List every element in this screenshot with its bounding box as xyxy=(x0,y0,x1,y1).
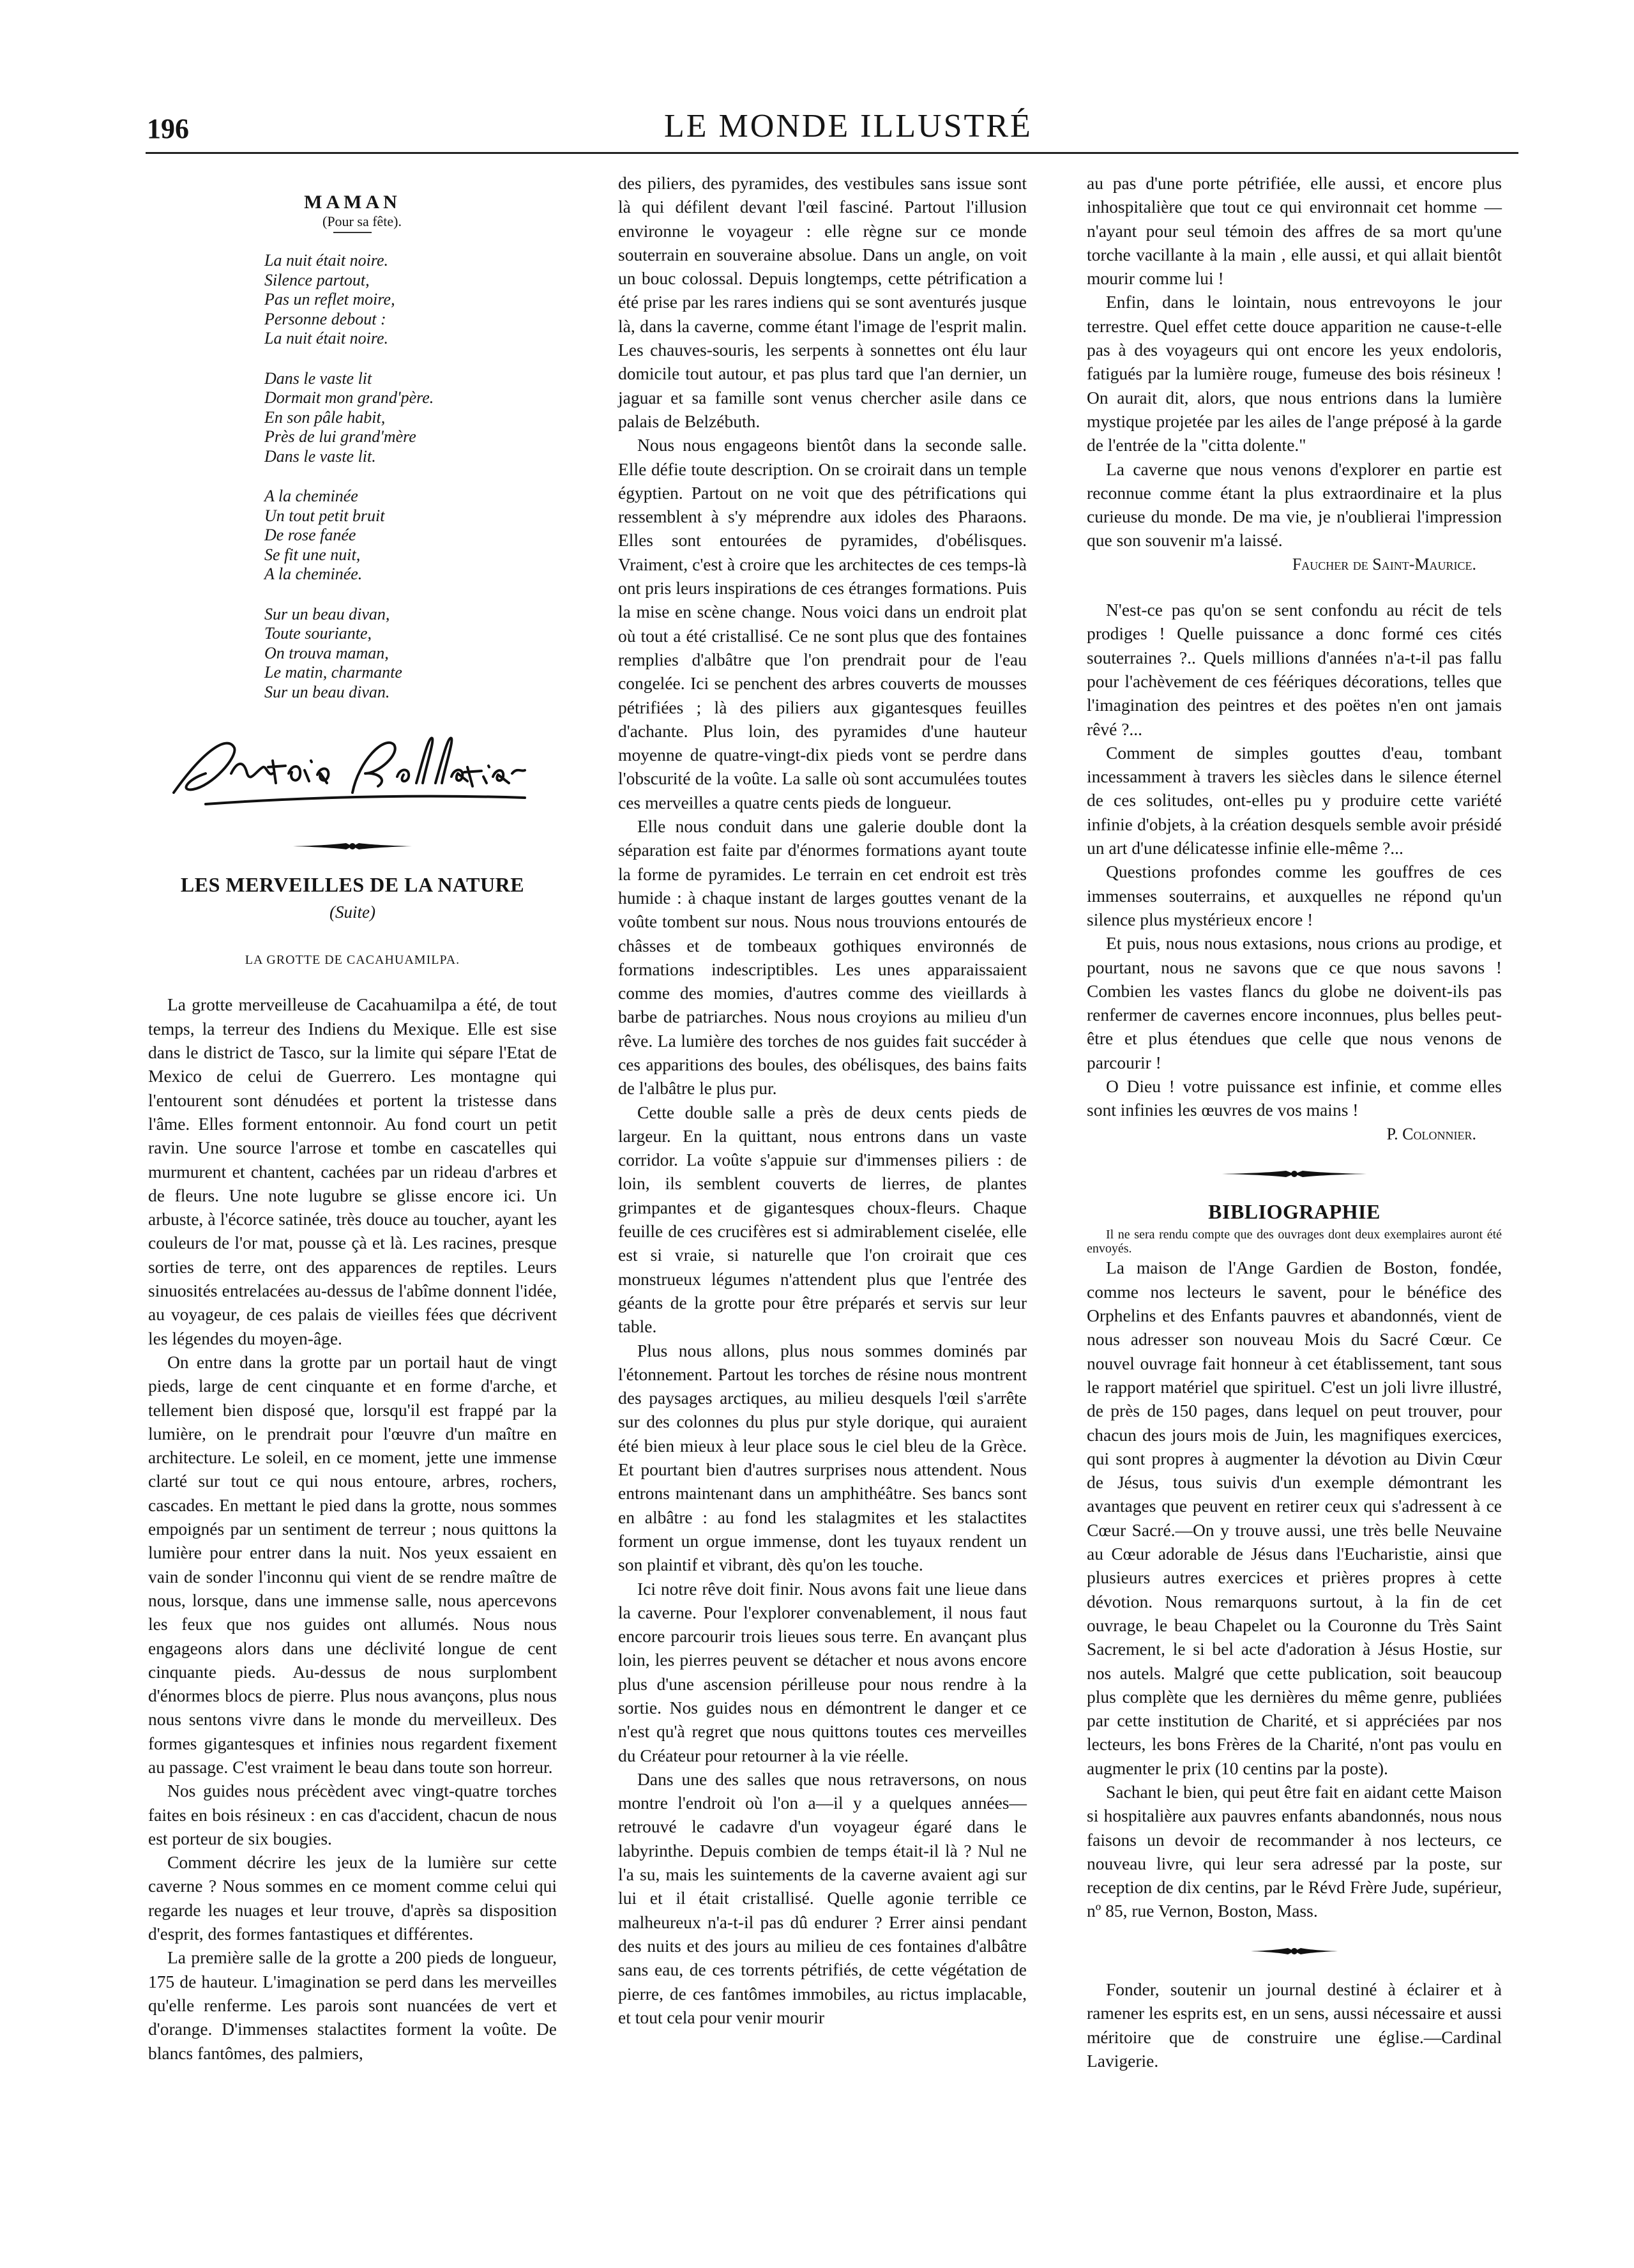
poem-line: Près de lui grand'mère xyxy=(264,427,416,446)
article-subtitle: (Suite) xyxy=(329,902,375,922)
article-paragraph: Ici notre rêve doit finir. Nous avons fait une lieue dans la caverne. Pour l'explorer convenablement, il nous faut encore parcourir trois lieues sous terre. En avançant plus loin, les pierres peuvent se détacher et nous avons encore plus d'une ascension périlleuse pour nous rendre à la sortie. Nos guides nous en démontrent le danger et ce n'est qu'à regret que nous quittons toutes ces merveilles du Créateur pour retourner à la vie réelle. xyxy=(618,1578,1027,1765)
section-ornament xyxy=(1087,1161,1502,1185)
article-paragraph: La première salle de la grotte a 200 pieds de longueur, 175 de hauteur. L'imagination se perd dans les merveilles qu'elle renferme. Les parois sont nuancées de vert et d'orange. D'immenses stalactites forment la voûte. De blancs fantômes, des palmiers, xyxy=(148,1947,557,2063)
poem-line: Le matin, charmante xyxy=(264,663,402,682)
poem-line: Un tout petit bruit xyxy=(264,506,385,525)
poem-line: A la cheminée. xyxy=(264,565,363,584)
reflection-author: P. Colonnier. xyxy=(1386,1124,1476,1143)
section-ornament xyxy=(148,833,557,857)
bibliography-paragraph: Sachant le bien, qui peut être fait en aidant cette Maison si hospitalière aux pauvres enfants abandonnés, nous nous faisons un devoir de recommander à nos lecteurs, ce nouveau livre, qui leur sera adressé par la poste, sur reception de dix centins, par le Révd Frère Jude, supérieur, nº 85, rue Vernon, Boston, Mass. xyxy=(1087,1782,1502,1921)
article-title: LES MERVEILLES DE LA NATURE xyxy=(180,872,525,896)
column-3 xyxy=(1087,171,1502,2073)
article-paragraph: La grotte merveilleuse de Cacahuamilpa a été, de tout temps, la terreur des Indiens du Mexique. Elle est sise dans le district de Tasco, sur la limite qui sépare l'Etat de Mexico de celui de Guerrero. Les montagne qui l'entourent sont dénudées et portent la tristesse dans l'âme. Elles forment entonnoir. Au fond court un petit ravin. Une source l'arrose et tombe en cascatelles qui murmurent et chantent, cachées par un rideau d'arbres et de fleurs. Une note lugubre se glisse encore ici. Un arbuste, à l'écorce satinée, très douce au toucher, ayant les couleurs de l'or mat, pousse çà et là. Les racines, presque sorties de terre, ont des apparences de reptiles. Leurs sinuosités entrelacées au-dessus de l'abîme donnent l'idée, au voyageur, de ces palais de vieilles fées que décrivent les légendes du moyen-âge. xyxy=(148,994,557,1348)
poem-line: Dans le vaste lit xyxy=(264,369,372,388)
article-paragraph: des piliers, des pyramides, des vestibules sans issue sont là qui défilent devant l'œil fasciné. Partout l'illusion environne le voyageur : elle règne sur ce monde souterrain en souveraine absolue. Dans un angle, on voit un bouc colossal. Depuis longtemps, cette pétrification a été prise par les rares indiens qui se sont aventurés jusque là, dans la caverne, comme étant l'image de l'esprit malin. Les chauves-souris, les serpents à sonnettes ont élu laur domicile tout autour, et pas plus tard que l'an dernier, un jaguar et sa famille sont venus chercher asile dans ce palais de Belzébuth. xyxy=(618,173,1027,431)
poem-line: Se fit une nuit, xyxy=(264,545,361,564)
ornament-icon xyxy=(1250,1946,1339,1956)
reflection-paragraph: Comment de simples gouttes d'eau, tombant incessamment à travers les siècles dans le silence éternel de ces solitudes, ont-elles pu y produire cette variété infinie d'objets, à la création desquels semble avoir présidé un art d'une délicatesse infinie elle-même ?... xyxy=(1087,742,1502,858)
poem-line: De rose fanée xyxy=(264,526,356,545)
article-paragraph: On entre dans la grotte par un portail haut de vingt pieds, large de cent cinquante et en forme d'arche, et tellement bien disposé que, lorsqu'il est frappé par la lumière, on le prendrait pour l'œuvre d'un maître en architecture. Le soleil, en ce moment, jette une immense clarté sur tout ce qui nous entoure, arbres, rochers, cascades. En mettant le pied dans la grotte, nous sommes empoignés par un sentiment de terreur ; nous quittons la lumière pour entrer dans la nuit. Nos yeux essaient en vain de sonder l'inconnu qui vient de se rendre maître de nous, lorsque, dans une immense salle, nous apercevons les feux que nos guides ont allumés. Nous nous engageons alors dans une déclivité longue de cent cinquante pieds. Au-dessus de nous surplombent d'énormes blocs de pierre. Plus nous avançons, plus nous nous sentons vivre dans le monde du merveilleux. Des formes gigantesques et infinies nous regardent fixement au passage. C'est vraiment le beau dans toute son horreur. xyxy=(148,1351,557,1777)
poem-line: La nuit était noire. xyxy=(264,251,389,270)
article-section-heading: LA GROTTE DE CACAHUAMILPA. xyxy=(245,953,460,968)
reflection-paragraph: N'est-ce pas qu'on se sent confondu au récit de tels prodiges ! Quelle puissance a donc formé ces cités souterraines ?.. Quels millions d'années n'a-t-il pas fallu pour l'achèvement de ces féériques décorations, telles que l'imagination des peintres et des poëtes n'en ont jamais rêvé ?... xyxy=(1087,600,1502,739)
poem-title: MAMAN xyxy=(304,192,401,213)
reflection-paragraph: O Dieu ! votre puissance est infinie, et comme elles sont infinies les œuvres de vos mains ! xyxy=(1087,1076,1502,1120)
page-number: 196 xyxy=(147,113,189,144)
header-rule xyxy=(146,152,1518,154)
poem-stanza xyxy=(264,369,557,467)
article-paragraph: La caverne que nous venons d'explorer en partie est reconnue comme étant la plus extraordinaire et la plus curieuse du monde. De ma vie, je n'oublierai l'impression que son souvenir m'a laissé. xyxy=(1087,459,1502,551)
poem-line: En son pâle habit, xyxy=(264,407,386,427)
bibliography-title: BIBLIOGRAPHIE xyxy=(1208,1200,1381,1224)
running-title: LE MONDE ILLUSTRÉ xyxy=(664,108,1033,144)
poem-line: Sur un beau divan, xyxy=(264,604,390,623)
column-1 xyxy=(148,171,557,2065)
article-paragraph: Cette double salle a près de deux cents pieds de largeur. En la quittant, nous entrons dans un vaste corridor. La voûte s'appuie sur d'immenses piliers : de loin, ils semblent couverts de lierres, de plantes grimpantes et de gigantesques choux-fleurs. Chaque feuille de ces crucifères est si admirablement ciselée, elle est si vraie, si naturelle que l'on croirait que ces monstrueux légumes n'attendent plus que l'entrée des géants de la grotte pour être préparés et servis sur leur table. xyxy=(618,1102,1027,1337)
section-ornament xyxy=(1087,1938,1502,1962)
bibliography-note: Il ne sera rendu compte que des ouvrages dont deux exemplaires auront été envoyés. xyxy=(1087,1228,1502,1256)
ornament-icon xyxy=(1221,1169,1368,1179)
poem-dedication: (Pour sa fête). xyxy=(322,213,402,229)
ornament-icon xyxy=(292,841,413,851)
article-paragraph: Nos guides nous précèdent avec vingt-quatre torches faites en bois résineux : en cas d'accident, chacun de nous est porteur de six bougies. xyxy=(148,1781,557,1848)
poem-line: Silence partout, xyxy=(264,270,370,289)
poem-stanza xyxy=(264,251,557,349)
poem-line: Pas un reflet moire, xyxy=(264,290,395,309)
poem-line: Toute souriante, xyxy=(264,624,372,643)
poem-signature xyxy=(167,722,557,818)
article-paragraph: Nous nous engageons bientôt dans la seconde salle. Elle défie toute description. On se croirait dans un temple égyptien. Partout on ne voit que des pétrifications qui ressemblent à s'y méprendre aux idoles des Pharaons. Elles sont entourées de pyramides, d'obélisques. Vraiment, c'est à croire que les architectes de ces temps-là ont pris leurs inspirations de ces étranges formations. Puis la mise en scène change. Nous voici dans un endroit plat où tout a été cristallisé. Ce ne sont plus que des fontaines remplies d'albâtre que l'on prendrait pour de l'eau congelée. Ici se penchent des arbres couverts de mousses pétrifiées ; là des piliers aux gigantesques feuilles d'achante. Plus loin, des pyramides d'une hauteur moyenne de quatre-vingt-dix pieds vont se perdre dans l'obscurité de la voûte. La salle où sont accumulées toutes ces merveilles a quatre cents pieds de longueur. xyxy=(618,435,1027,812)
poem-stanza xyxy=(264,487,557,584)
column-2 xyxy=(618,171,1027,2029)
poem-line: Personne debout : xyxy=(264,309,386,328)
poem-line: Sur un beau divan. xyxy=(264,682,390,701)
article-paragraph: Dans une des salles que nous retraversons, on nous montre l'endroit où l'on a—il y a quelques années—retrouvé le cadavre d'un voyageur égaré dans le labyrinthe. Depuis combien de temps était-il là ? Nul ne l'a su, mais les suintements de la caverne avaient agi sur lui et il était cristallisé. Quelle agonie terrible ce malheureux n'a-t-il pas dû endurer ? Errer ainsi pendant des nuits et des jours au milieu de ces fontaines d'albâtre sans eau, de ces torrents pétrifiés, de cette végétation de pierre, de ces fantômes immobiles, au rictus implacable, et tout cela pour venir mourir xyxy=(618,1769,1027,2027)
reflection-paragraph: Et puis, nous nous extasions, nous crions au prodige, et pourtant, nous ne savons que ce que nous savons ! Combien les vastes flancs du globe ne doivent-ils pas renfermer de cavernes encore inconnues, plus belles peut-être et plus étendues que celle que nous venons de parcourir ! xyxy=(1087,933,1502,1072)
article-paragraph: Plus nous allons, plus nous sommes dominés par l'étonnement. Partout les torches de résine nous montrent des paysages arctiques, au milieu desquels l'œil s'arrête sur des colonnes du plus pur style dorique, qui auraient été bien mieux à leur place sous le ciel bleu de la Grèce. Et pourtant bien d'autres surprises nous attendent. Nous entrons maintenant dans un amphithéâtre. Ses bancs sont en albâtre : au fond les stalagmites et les stalactites forment un orgue immense, dont les tuyaux rendent un son plaintif et vibrant, dès qu'on les touche. xyxy=(618,1340,1027,1575)
poem-line: On trouva maman, xyxy=(264,643,389,662)
signature-image xyxy=(167,722,550,818)
article-paragraph: Enfin, dans le lointain, nous entrevoyons le jour terrestre. Quel effet cette douce apparition ne cause-t-elle pas à des voyageurs qui ont encore les yeux endoloris, fatigués par la lumière rouge, fumeuse des bois résineux ! On aurait dit, alors, que nous entrions dans la lumière mystique projetée par les ailes de l'ange préposé à la garde de l'entrée de la "citta dolente." xyxy=(1087,292,1502,455)
poem-line: La nuit était noire. xyxy=(264,329,389,348)
poem-stanza xyxy=(264,605,557,703)
poem-line: Dans le vaste lit. xyxy=(264,446,376,466)
poem-line: A la cheminée xyxy=(264,487,358,506)
reflection-paragraph: Questions profondes comme les gouffres de ces immenses souterrains, et auxquelles ne répond qu'un silence plus mystérieux encore ! xyxy=(1087,862,1502,929)
article-author: Faucher de Saint-Maurice. xyxy=(1292,554,1476,574)
bibliography-paragraph: La maison de l'Ange Gardien de Boston, fondée, comme nos lecteurs le savent, pour le bénéfice des Orphelins et des Enfants pauvres et abandonnés, vient de nous adresser son nouveau Mois du Sacré Cœur. Ce nouvel ouvrage fait honneur à cet établissement, tant sous le rapport matériel que spirituel. C'est un joli livre illustré, de près de 150 pages, dans lequel on peut trouver, pour chacun des jours mois de Juin, les magnifiques exercices, qui sont propres à augmenter la dévotion au Divin Cœur de Jésus, tous suivis d'un exemple démontrant les avantages que peuvent en retirer ceux qui s'adressent à ce Cœur Sacré.—On y trouve aussi, une très belle Neuvaine au Cœur adorable de Jésus dans l'Eucharistie, ainsi que plusieurs autres exercices et prières propres à cette dévotion. Nous remarquons surtout, à la fin de cet ouvrage, le beau Chapelet ou la Couronne du Très Saint Sacrement, le si bel acte d'adoration à Jésus Hostie, sur nos autels. Malgré que cette publication, soit beaucoup plus complète que les dernières du même genre, publiées par cette institution de Charité, et si appréciées par nos lecteurs, les bons Frères de la Charité, n'ont pas voulu en augmenter le prix (10 centins par la poste). xyxy=(1087,1258,1502,1778)
article-paragraph: Elle nous conduit dans une galerie double dont la séparation est faite par d'énormes formations ayant toute la forme de pyramides. Le terrain en cet endroit est très humide : à chaque instant de larges gouttes venant de la voûte tombent sur nous. Nous nous trouvions entourés de châsses et de tombeaux gothiques environnés de formations indescriptibles. Les unes apparaissaient comme des momies, d'autres comme des vieillards à barbe de patriarches. Nous nous croyions au milieu d'un rêve. La lumière des torches de nos guides fait succéder à ces apparitions des boules, des obélisques, des bains faits de l'albâtre le plus pur. xyxy=(618,816,1027,1099)
article-paragraph: Comment décrire les jeux de la lumière sur cette caverne ? Nous sommes en ce moment comme celui qui regarde les nuages et leur trouve, d'après sa disposition d'esprit, des formes fantastiques et différentes. xyxy=(148,1852,557,1944)
poem-line: Dormait mon grand'père. xyxy=(264,388,434,407)
divider xyxy=(333,232,372,233)
article-paragraph: au pas d'une porte pétrifiée, elle aussi, et encore plus inhospitalière que tout ce qui environnait cet homme —n'ayant pour seul témoin des affres de sa mort qu'une torche vacillante à la main , elle aussi, et qui allait bientôt mourir comme lui ! xyxy=(1087,173,1502,289)
closing-quote: Fonder, soutenir un journal destiné à éclairer et à ramener les esprits est, en un sens, aussi nécessaire et aussi méritoire que de construire une église.—Cardinal Lavigerie. xyxy=(1087,1979,1502,2071)
